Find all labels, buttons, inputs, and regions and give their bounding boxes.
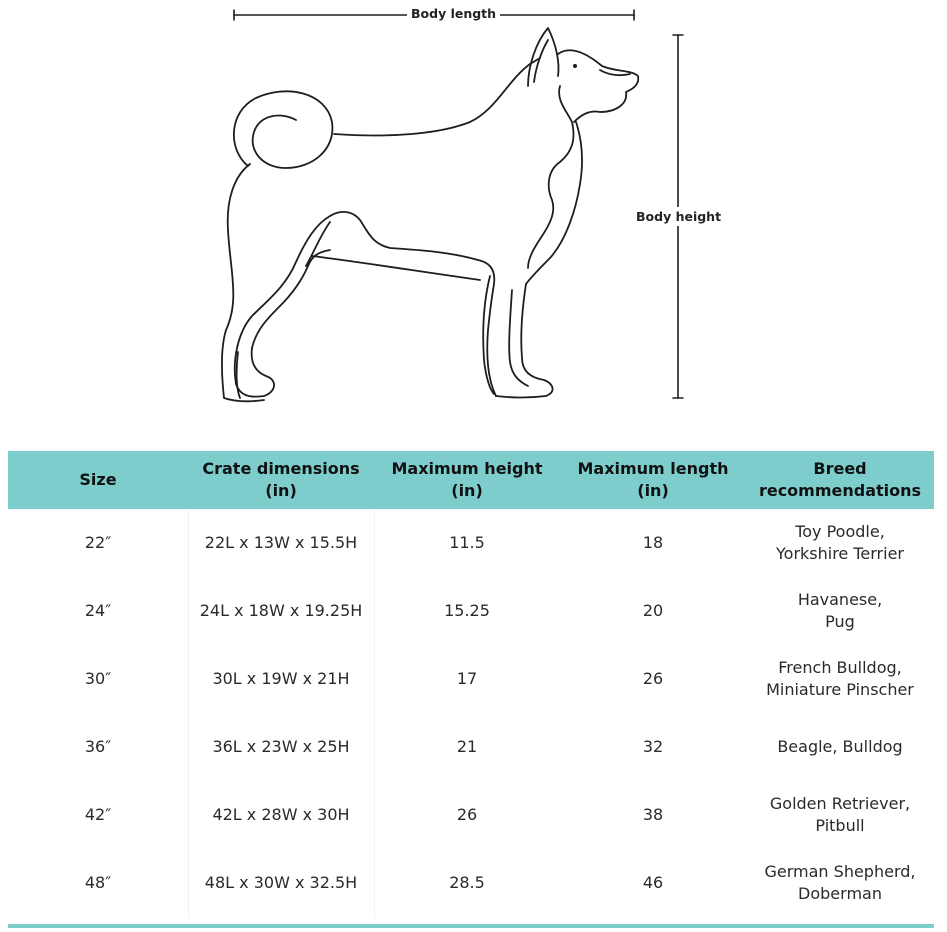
table-row xyxy=(8,713,934,781)
dog-illustration xyxy=(0,0,947,450)
cell-max-length: 38 xyxy=(642,805,664,824)
table-row xyxy=(8,781,934,849)
dog-outline xyxy=(222,28,638,401)
cell-dimensions: 48L x 30W x 32.5H xyxy=(204,873,358,892)
cell-dimensions: 42L x 28W x 30H xyxy=(212,805,350,824)
header-max-height: Maximum height (in) xyxy=(391,459,543,500)
cell-max-length: 18 xyxy=(642,533,664,552)
cell-size: 22″ xyxy=(84,533,112,552)
cell-size: 42″ xyxy=(84,805,112,824)
header-size: Size xyxy=(79,470,117,489)
cell-dimensions: 22L x 13W x 15.5H xyxy=(204,533,358,552)
table-row xyxy=(8,509,934,577)
cell-size: 36″ xyxy=(84,737,112,756)
header-crate-dimensions: Crate dimensions (in) xyxy=(202,459,360,500)
cell-max-height: 26 xyxy=(456,805,478,824)
cell-size: 48″ xyxy=(84,873,112,892)
cell-max-height: 17 xyxy=(456,669,478,688)
cell-breeds: Golden Retriever, Pitbull xyxy=(769,794,911,835)
crate-size-table xyxy=(8,451,934,917)
table-row xyxy=(8,577,934,645)
table-row xyxy=(8,645,934,713)
cell-size: 30″ xyxy=(84,669,112,688)
cell-dimensions: 36L x 23W x 25H xyxy=(212,737,350,756)
cell-max-height: 21 xyxy=(456,737,478,756)
cell-max-height: 11.5 xyxy=(449,533,485,552)
dog-measurement-diagram xyxy=(0,0,947,450)
header-max-length: Maximum length (in) xyxy=(577,459,729,500)
cell-breeds: German Shepherd, Doberman xyxy=(764,862,916,903)
cell-max-height: 15.25 xyxy=(444,601,490,620)
cell-breeds: Havanese, Pug xyxy=(797,590,883,631)
cell-max-length: 20 xyxy=(642,601,664,620)
cell-max-length: 32 xyxy=(642,737,664,756)
cell-dimensions: 30L x 19W x 21H xyxy=(212,669,350,688)
table-row xyxy=(8,849,934,917)
cell-size: 24″ xyxy=(84,601,112,620)
cell-max-length: 46 xyxy=(642,873,664,892)
table-bottom-rule xyxy=(8,924,934,928)
cell-breeds: French Bulldog, Miniature Pinscher xyxy=(766,658,914,699)
cell-breeds: Toy Poodle, Yorkshire Terrier xyxy=(776,522,904,563)
header-breed: Breed recommendations xyxy=(758,459,922,500)
cell-dimensions: 24L x 18W x 19.25H xyxy=(199,601,363,620)
column-divider xyxy=(188,510,189,918)
cell-max-length: 26 xyxy=(642,669,664,688)
cell-breeds: Beagle, Bulldog xyxy=(777,737,903,756)
column-divider xyxy=(374,510,375,918)
table-header xyxy=(8,451,934,509)
body-height-label: Body height xyxy=(636,209,722,224)
body-length-label: Body length xyxy=(407,6,500,21)
cell-max-height: 28.5 xyxy=(449,873,485,892)
